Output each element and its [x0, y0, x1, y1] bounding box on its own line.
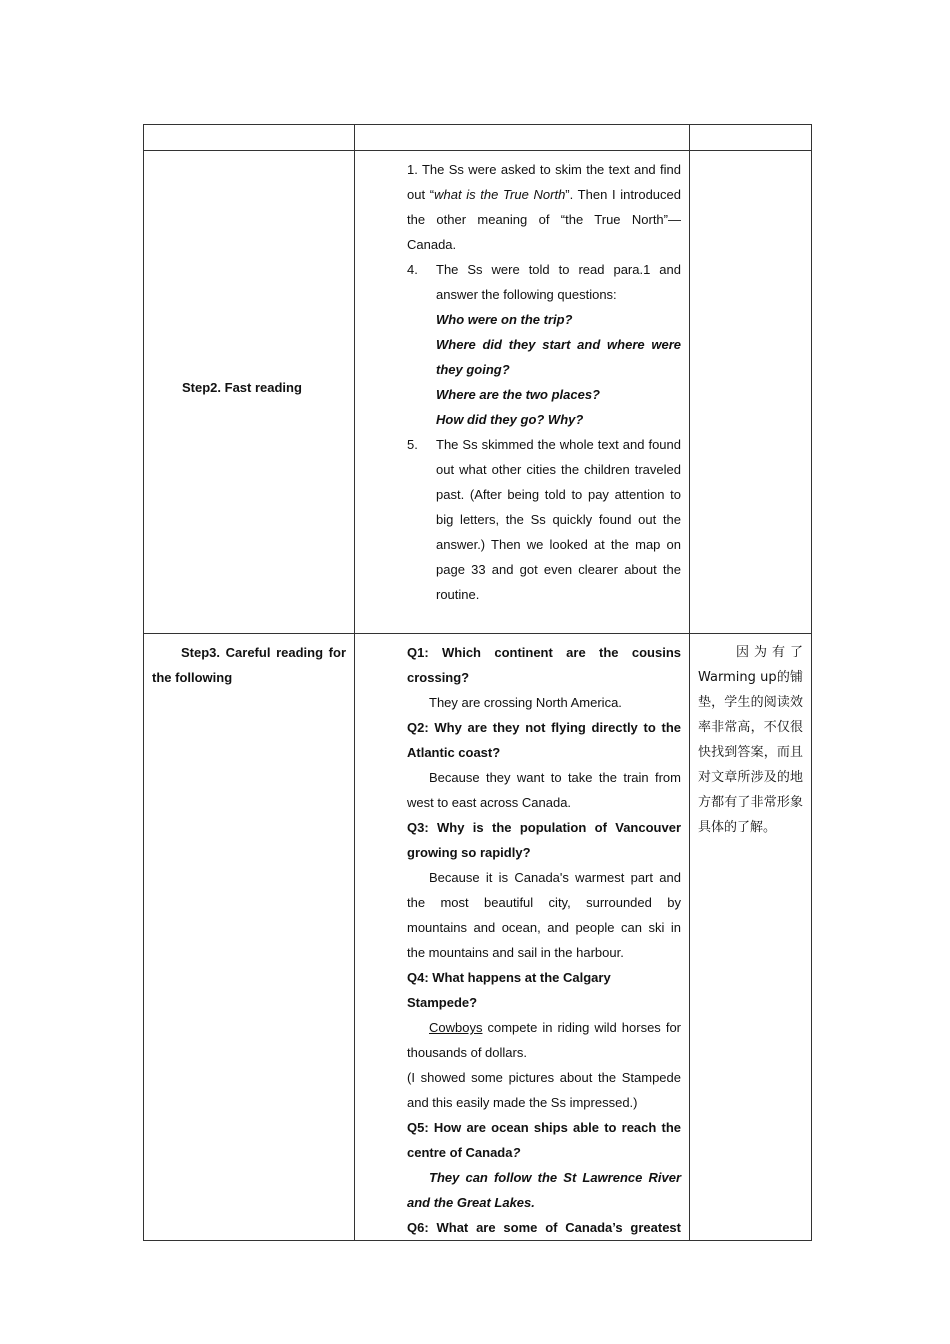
step3-answer-4: Cowboys compete in riding wild horses for thousands of dollars. [407, 1020, 681, 1060]
step2-item-4: 4. The Ss were told to read para.1 and answer the following questions: [407, 262, 681, 302]
step2-label: Step2. Fast reading [182, 379, 302, 395]
step2-question-2: Where did they start and where were they going? [436, 337, 681, 377]
step3-question-5: Q5: How are ocean ships able to reach the centre of Canada? [407, 1120, 681, 1160]
table-row-step3 [144, 634, 812, 1241]
empty-cell [144, 125, 355, 151]
empty-cell [690, 125, 812, 151]
step2-question-4: How did they go? Why? [436, 412, 584, 427]
step2-item-5: 5. The Ss skimmed the whole text and found out what other cities the children traveled past. (After being told to pay attention to big letters, the Ss quickly found out the answer.) Then we looked at the map on page 33 and got even clearer about the routine. [407, 437, 681, 602]
step3-teacher-note: (I showed some pictures about the Stampede and this easily made the Ss impressed.) [407, 1070, 681, 1110]
step2-label-cell [144, 151, 355, 634]
table-row-step2 [144, 151, 812, 634]
step3-label: Step3. Careful reading for the following [152, 645, 346, 685]
step3-content [355, 634, 689, 1240]
step3-content-cell [355, 634, 690, 1241]
step2-content [355, 151, 689, 633]
step3-answer-2: Because they want to take the train from west to east across Canada. [407, 770, 681, 810]
step2-content-cell [355, 151, 690, 634]
step3-question-1: Q1: Which continent are the cousins crossing? [407, 645, 681, 685]
lesson-plan-table [143, 124, 812, 1241]
step2-question-3: Where are the two places? [436, 387, 600, 402]
step3-question-3: Q3: Why is the population of Vancouver growing so rapidly? [407, 820, 681, 860]
step3-comment: 因为有了Warming up的铺垫，学生的阅读效率非常高，不仅很快找到答案，而且对文章所涉及的地方都有了非常形象具体的了解。 [698, 645, 803, 835]
step3-question-2: Q2: Why are they not flying directly to the Atlantic coast? [407, 720, 681, 760]
step2-paragraph-1: 1. The Ss were asked to skim the text and find out “what is the True North”. Then I introduced the other meaning of “the True North”—Canada. [407, 162, 682, 252]
step2-comment-cell [690, 151, 812, 634]
step3-answer-3: Because it is Canada's warmest part and the most beautiful city, surrounded by mountains and ocean, and people can ski in the mountains and sail in the harbour. [407, 870, 681, 960]
step3-label-cell [144, 634, 355, 1241]
step3-comment-cell [690, 634, 812, 1241]
step3-question-4: Q4: What happens at the Calgary Stampede? [407, 970, 611, 1010]
step3-answer-5: They can follow the St Lawrence River and the Great Lakes. [407, 1170, 681, 1210]
empty-cell [355, 125, 690, 151]
step3-answer-1: They are crossing North America. [429, 695, 622, 710]
step3-question-6: Q6: What are some of Canada’s greatest [407, 1220, 681, 1235]
step2-question-1: Who were on the trip? [436, 312, 573, 327]
table-header-row [144, 125, 812, 151]
